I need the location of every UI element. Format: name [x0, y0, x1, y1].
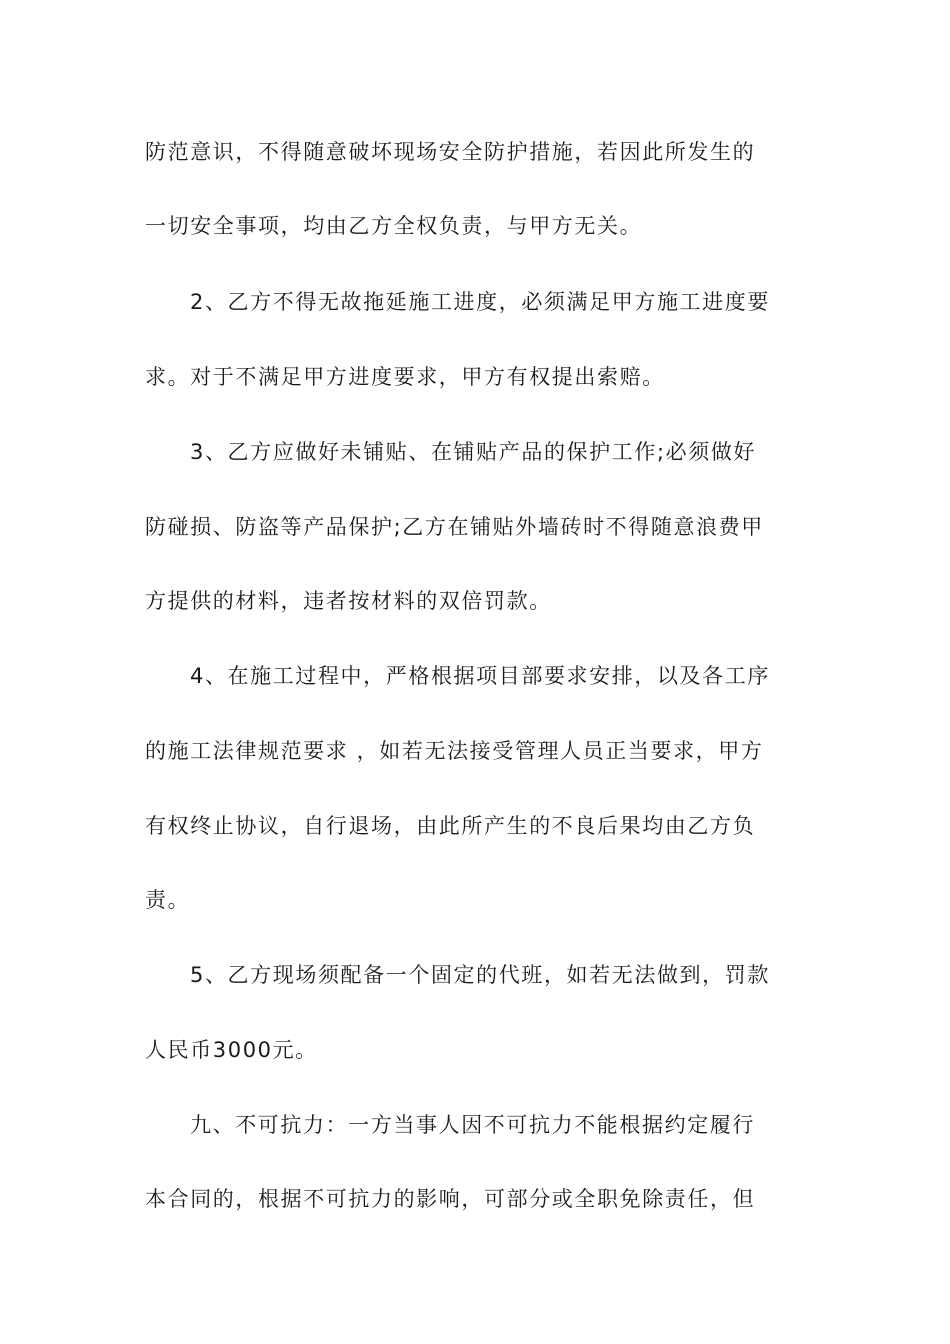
text-line: 3、乙方应做好未铺贴、在铺贴产品的保护工作;必须做好: [190, 440, 757, 464]
text-line: 的施工法律规范要求 ，如若无法接受管理人员正当要求，甲方: [145, 739, 764, 763]
text-line: 2、乙方不得无故拖延施工进度，必须满足甲方施工进度要: [190, 290, 770, 314]
text-line: 责。: [145, 888, 191, 912]
text-line: 防碰损、防盗等产品保护;乙方在铺贴外墙砖时不得随意浪费甲: [145, 515, 764, 539]
text-line: 九、不可抗力：一方当事人因不可抗力不能根据约定履行: [190, 1113, 755, 1137]
text-line: 5、乙方现场须配备一个固定的代班，如若无法做到，罚款: [190, 963, 770, 987]
text-line: 方提供的材料，违者按材料的双倍罚款。: [145, 589, 552, 613]
text-line: 本合同的，根据不可抗力的影响，可部分或全职免除责任，但: [145, 1187, 756, 1211]
text-line: 防范意识，不得随意破坏现场安全防护措施，若因此所发生的: [145, 140, 756, 164]
text-line: 求。对于不满足甲方进度要求，甲方有权提出索赔。: [145, 365, 665, 389]
text-line: 有权终止协议，自行退场，由此所产生的不良后果均由乙方负: [145, 814, 756, 838]
text-line: 一切安全事项，均由乙方全权负责，与甲方无关。: [145, 214, 643, 238]
text-line: 人民币3000元。: [145, 1038, 318, 1062]
text-line: 4、在施工过程中，严格根据项目部要求安排，以及各工序: [190, 664, 770, 688]
